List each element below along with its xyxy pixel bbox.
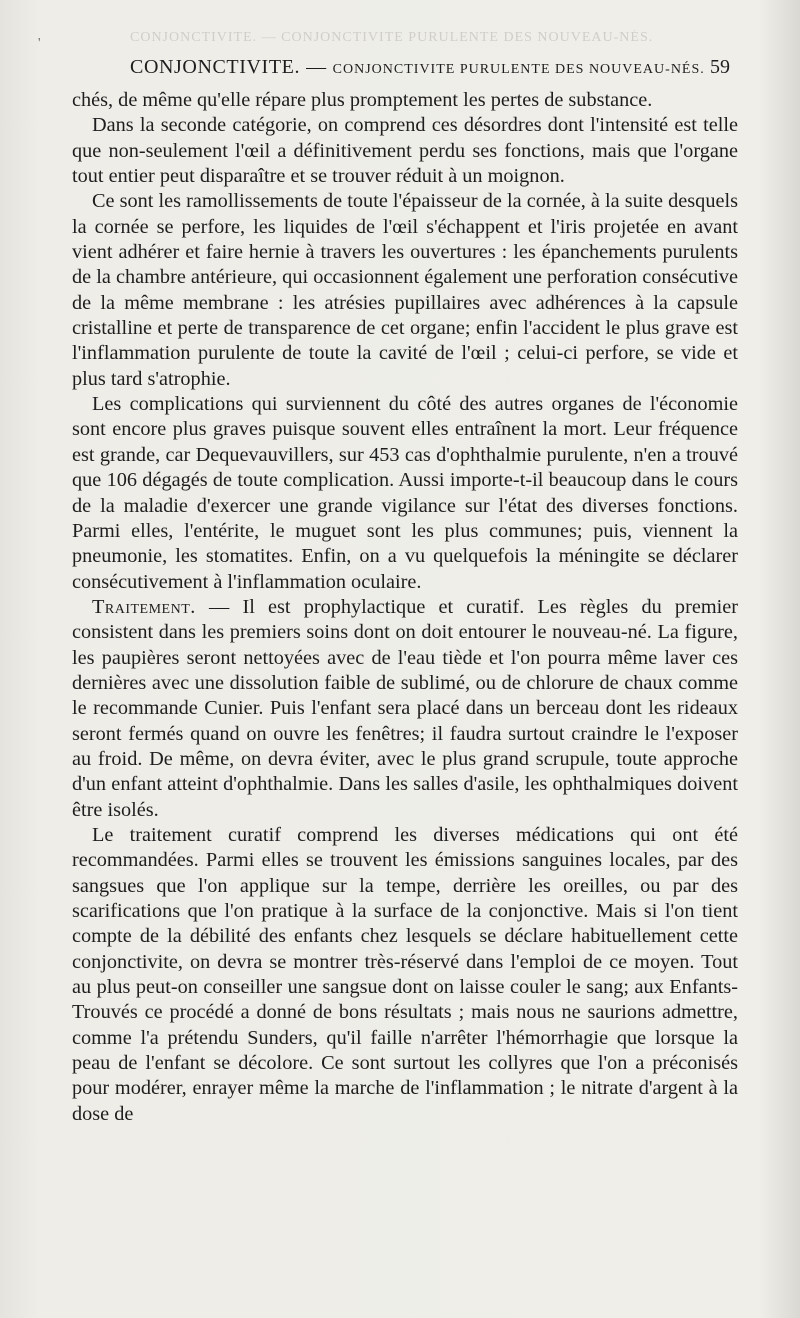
paragraph-body: — Il est prophylactique et curatif. Les règles du premier consistent dans les premiers soins dont on doit entourer le nouveau-né. La figure, les paupières seront nettoyées avec de l'eau tiède et l'on pourra même laver ces dernières avec une dissolution faible de sublimé, ou de chlorure de chaux comme le recommande Cunier. Puis l'enfant sera placé dans un berceau dont les rideaux seront fermés quand on ouvre les fenêtres; il faudra surtout craindre le l'exposer au froid. De même, on devra éviter, avec le plus grand scrupule, toute approche d'un enfant atteint d'ophthalmie. Dans les salles d'asile, les ophthalmiques doivent être isolés. bbox=[72, 595, 738, 821]
show-through-text: CONJONCTIVITE. — CONJONCTIVITE PURULENTE DES NOUVEAU-NÉS. bbox=[130, 30, 654, 45]
paragraph-traitement bbox=[72, 595, 738, 823]
running-title-main: CONJONCTIVITE. bbox=[130, 56, 301, 78]
margin-speck: ' bbox=[38, 36, 41, 51]
paragraph: Les complications qui surviennent du côté des autres organes de l'économie sont encore plus graves puisque souvent elles entraînent la mort. Leur fréquence est grande, car Dequevauvillers, sur 453 cas d'ophthalmie purulente, n'en a trouvé que 106 dégagés de toute complication. Aussi importe-t-il beaucoup dans le cours de la maladie d'exercer une grande vigilance sur l'état des diverses fonctions. Parmi elles, l'entérite, le muguet sont les plus communes; puis, viennent la pneumonie, les stomatites. Enfin, on a vu quelquefois la méningite se déclarer consécutivement à l'inflammation oculaire. bbox=[72, 393, 738, 593]
page-number: 59 bbox=[710, 56, 730, 78]
body-text bbox=[72, 88, 738, 1127]
paragraph: Ce sont les ramollissements de toute l'épaisseur de la cornée, à la suite desquels la cornée se perfore, les liquides de l'œil s'échappent et l'iris projetée en avant vient adhérer et faire hernie à travers les ouvertures : les épanchements purulents de la chambre antérieure, qui occasionnent également une perforation consécutive de la même membrane : les atrésies pupillaires avec adhérences à la capsule cristalline et perte de transparence de cet organe; enfin l'accident le plus grave est l'inflammation purulente de toute la cavité de l'œil ; celui-ci perfore, se vide et plus tard s'atrophie. bbox=[72, 190, 738, 390]
running-title-subtitle: CONJONCTIVITE PURULENTE DES NOUVEAU-NÉS. bbox=[332, 62, 705, 77]
paragraph: Dans la seconde catégorie, on comprend ces désordres dont l'intensité est telle que non-seulement l'œil a définitivement perdu ses fonctions, mais que l'organe tout entier peut disparaître et se trouver réduit à un moignon. bbox=[72, 114, 738, 188]
section-heading-traitement: Traitement. bbox=[92, 595, 196, 618]
paragraph: Le traitement curatif comprend les diverses médications qui ont été recommandées. Parmi elles se trouvent les émissions sanguines locales, par des sangsues que l'on applique sur la tempe, derrière les oreilles, ou par des scarifications que l'on pratique à la surface de la conjonctive. Mais si l'on tient compte de la débilité des enfants chez lesquels se déclare habituellement cette conjonctivite, on devra se montrer très-réservé dans l'emploi de ce moyen. Tout au plus peut-on conseiller une sangsue dont on laisse couler le sang; aux Enfants-Trouvés ce procédé a donné de bons résultats ; mais nous ne saurions admettre, comme l'a prétendu Sunders, qu'il faille n'arrêter l'hémorrhagie que lorsque la peau de l'enfant se décolore. Ce sont surtout les collyres que l'on a préconisés pour modérer, enrayer même la marche de l'inflammation ; le nitrate d'argent à la dose de bbox=[72, 823, 738, 1125]
page-header bbox=[72, 56, 738, 84]
running-title bbox=[130, 56, 705, 79]
running-title-separator: — bbox=[306, 56, 327, 78]
paragraph: chés, de même qu'elle répare plus promptement les pertes de substance. bbox=[72, 89, 653, 111]
